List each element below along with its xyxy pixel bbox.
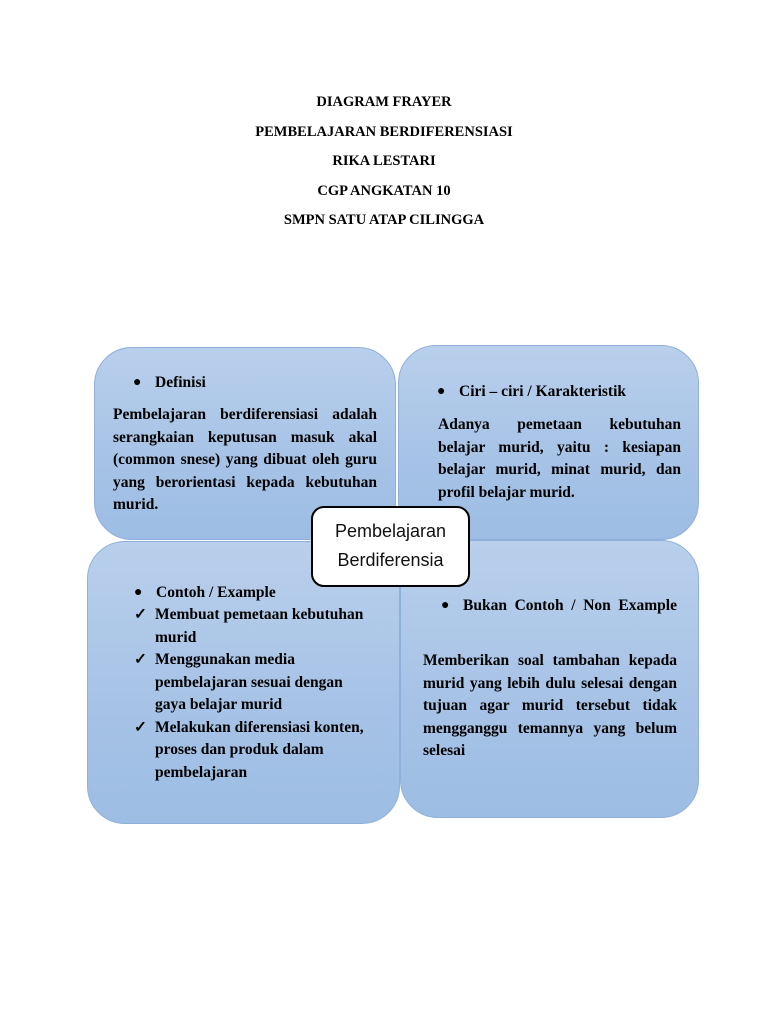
header-title: DIAGRAM FRAYER (316, 94, 452, 110)
definition-heading (133, 372, 206, 395)
central-concept-box (311, 506, 470, 587)
bullet-icon: ● (441, 598, 450, 613)
example-item-text: Menggunakan media pembelajaran sesuai dengan gaya belajar murid (155, 651, 343, 713)
characteristics-heading (437, 381, 626, 404)
example-item-text: Melakukan diferensiasi konten, proses dan produk dalam pembelajaran (155, 718, 364, 781)
header-cohort: CGP ANGKATAN 10 (317, 182, 451, 199)
examples-list (134, 604, 374, 784)
header-school: SMPN SATU ATAP CILINGGA (283, 212, 485, 228)
list-item (134, 717, 374, 785)
bullet-icon: ● (437, 384, 446, 399)
bullet-icon: ● (133, 375, 142, 390)
central-concept-line1: Pembelajaran (334, 521, 447, 541)
characteristics-text: Adanya pemetaan kebutuhan belajar murid, yaitu : kesiapan belajar murid, minat murid, dan profil belajar murid. (438, 416, 681, 501)
definition-title: Definisi (155, 374, 206, 391)
central-concept-line2: Berdiferensia (337, 550, 444, 570)
header-topic: PEMBELAJARAN BERDIFERENSIASI (255, 123, 513, 140)
definition-text: Pembelajaran berdiferensiasi adalah serangkaian keputusan masuk akal (common snese) yang dibuat oleh guru yang berorientasi kepada kebutuhan murid. (113, 406, 377, 513)
examples-heading (134, 582, 276, 605)
non-examples-title: Bukan Contoh / Non Example (463, 597, 677, 614)
characteristics-title: Ciri – ciri / Karakteristik (459, 383, 627, 400)
document-header (0, 92, 768, 240)
list-item (134, 649, 374, 717)
non-examples-heading (441, 595, 677, 618)
examples-title: Contoh / Example (156, 584, 276, 601)
check-icon: ✓ (134, 606, 147, 623)
header-author: RIKA LESTARI (332, 153, 436, 169)
list-item (134, 604, 374, 649)
example-item-text: Membuat pemetaan kebutuhan murid (155, 606, 364, 646)
check-icon: ✓ (134, 718, 147, 736)
bullet-icon: ● (134, 585, 143, 600)
check-icon: ✓ (134, 651, 147, 668)
non-examples-text: Memberikan soal tambahan kepada murid yang lebih dulu selesai dengan tujuan agar murid tersebut tidak mengganggu temannya yang belum selesai (423, 652, 677, 759)
